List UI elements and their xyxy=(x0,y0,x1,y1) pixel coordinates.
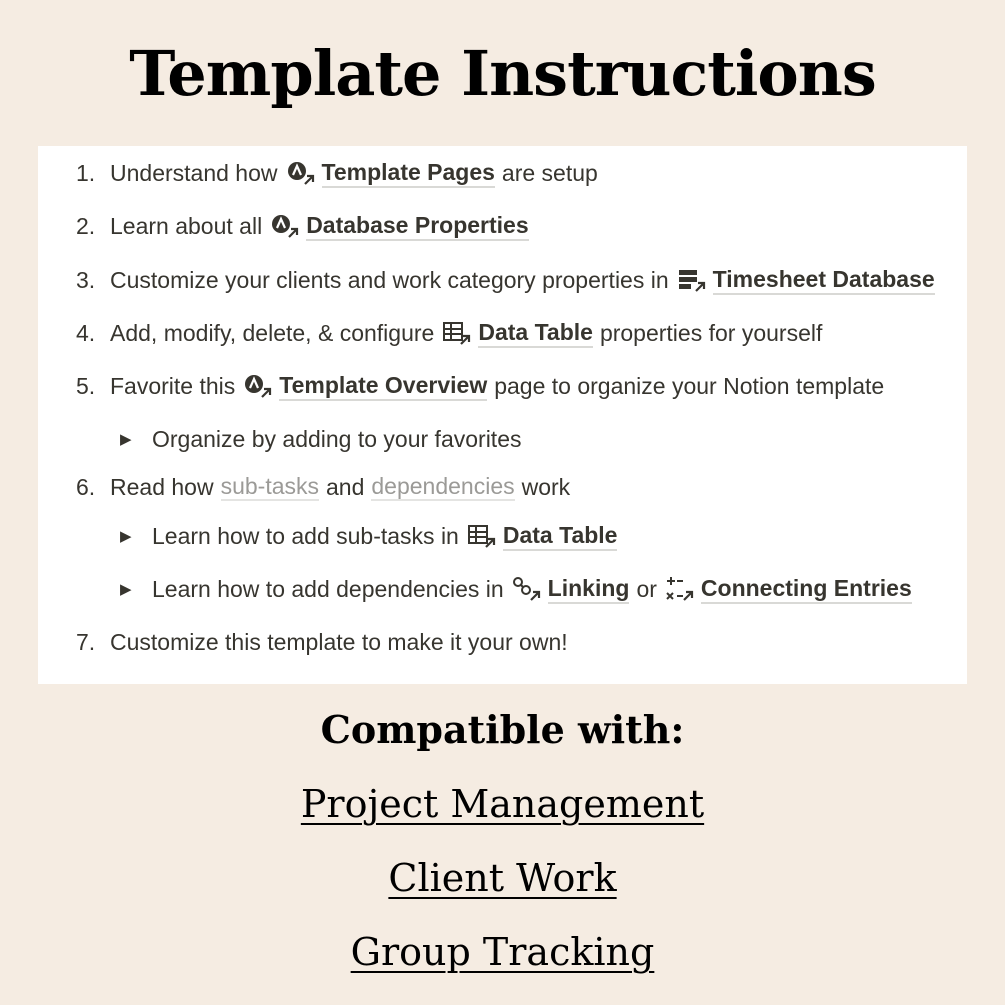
data-table-link[interactable]: Data Table xyxy=(478,319,593,348)
connecting-entries-link[interactable]: Connecting Entries xyxy=(701,575,912,604)
group-tracking-link[interactable]: Group Tracking xyxy=(350,930,655,974)
database-link-icon xyxy=(677,267,707,293)
compatible-heading: Compatible with: xyxy=(320,707,685,752)
table-link-icon xyxy=(442,320,472,346)
step-text: page to organize your Notion template xyxy=(494,372,885,399)
template-pages-link[interactable]: Template Pages xyxy=(322,159,495,188)
toggle-label: or xyxy=(636,575,657,602)
timesheet-database-link[interactable]: Timesheet Database xyxy=(713,266,935,295)
toggle-label: Learn how to add sub-tasks in xyxy=(152,522,459,549)
project-management-link[interactable]: Project Management xyxy=(300,782,705,826)
connecting-entries-link-icon xyxy=(665,576,695,602)
step-text: properties for yourself xyxy=(599,319,823,346)
linking-link-icon xyxy=(512,576,542,602)
step-number: 5. xyxy=(76,372,96,399)
step-text: and xyxy=(326,473,365,500)
notion-page-link-icon xyxy=(270,213,300,239)
toggle-triangle-icon[interactable]: ▶ xyxy=(120,431,132,448)
toggle-label: Organize by adding to your favorites xyxy=(152,425,522,452)
step-text: Customize your clients and work category properties in xyxy=(110,266,669,293)
step-number: 1. xyxy=(76,159,96,186)
notion-page-link-icon xyxy=(243,373,273,399)
client-work-link[interactable]: Client Work xyxy=(388,856,617,900)
page-title: Template Instructions xyxy=(129,37,876,110)
step-text: Learn about all xyxy=(110,212,263,239)
toggle-label: Learn how to add dependencies in xyxy=(152,575,504,602)
toggle-triangle-icon[interactable]: ▶ xyxy=(120,581,132,598)
step-number: 6. xyxy=(76,473,96,500)
instructions-card xyxy=(38,146,967,684)
table-link-icon xyxy=(467,523,497,549)
data-table-link[interactable]: Data Table xyxy=(503,522,618,551)
step-number: 7. xyxy=(76,628,96,655)
step-number: 2. xyxy=(76,212,96,239)
template-overview-link[interactable]: Template Overview xyxy=(279,372,487,401)
step-text: are setup xyxy=(501,159,598,186)
dependencies-link[interactable]: dependencies xyxy=(371,473,515,499)
linking-link[interactable]: Linking xyxy=(548,575,630,604)
step-number: 3. xyxy=(76,266,96,293)
step-text: work xyxy=(521,473,571,500)
step-text: Read how xyxy=(110,473,214,500)
step-text: Favorite this xyxy=(110,372,236,399)
step-text: Customize this template to make it your own! xyxy=(110,628,568,655)
step-text: Add, modify, delete, & configure xyxy=(110,319,435,346)
notion-page-link-icon xyxy=(286,160,316,186)
step-number: 4. xyxy=(76,319,96,346)
step-text: Understand how xyxy=(110,159,278,186)
sub-tasks-link[interactable]: sub-tasks xyxy=(220,473,320,499)
toggle-triangle-icon[interactable]: ▶ xyxy=(120,528,132,545)
database-properties-link[interactable]: Database Properties xyxy=(306,212,528,241)
